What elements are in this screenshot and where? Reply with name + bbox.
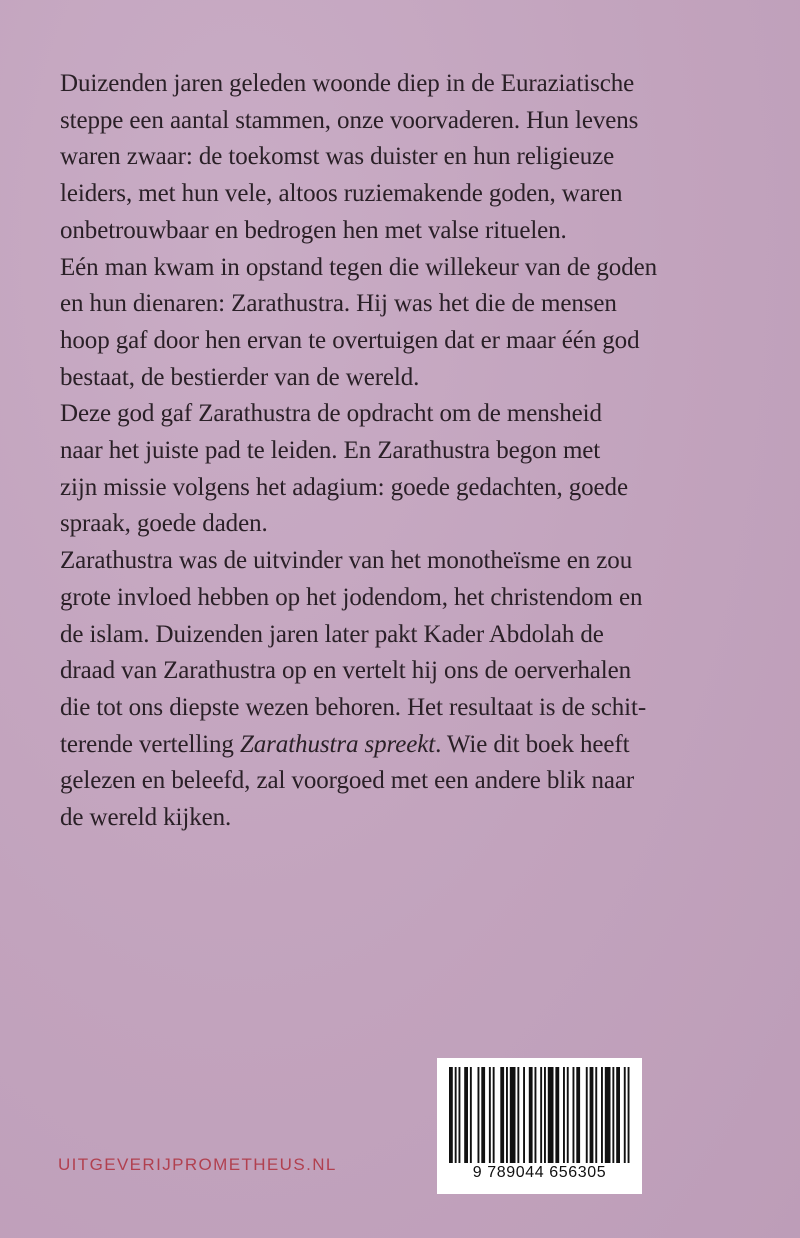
blurb-line: de islam. Duizenden jaren later pakt Kader Abdolah de bbox=[60, 620, 604, 648]
barcode-bar bbox=[616, 1067, 620, 1163]
barcode-bar bbox=[500, 1067, 504, 1163]
blurb-line: waren zwaar: de toekomst was duister en hun religieuze bbox=[60, 143, 615, 171]
barcode-bar bbox=[449, 1067, 453, 1163]
blurb-line: de wereld kijken. bbox=[60, 804, 232, 832]
barcode-bar bbox=[523, 1067, 525, 1163]
barcode-bar bbox=[628, 1067, 630, 1163]
barcode-bar bbox=[590, 1067, 594, 1163]
blurb-line: gelezen en beleefd, zal voorgoed met een andere blik naar bbox=[60, 767, 635, 795]
barcode-bar bbox=[489, 1067, 491, 1163]
blurb-line: Deze god gaf Zarathustra de opdracht om de mensheid bbox=[60, 400, 602, 428]
barcode-bar bbox=[535, 1067, 537, 1163]
barcode-bar bbox=[576, 1067, 580, 1163]
blurb-line: Eén man kwam in opstand tegen die willekeur van de goden bbox=[60, 253, 658, 281]
book-title: Zarathustra spreekt bbox=[239, 730, 436, 758]
barcode-bar bbox=[517, 1067, 519, 1163]
barcode-bar bbox=[586, 1067, 588, 1163]
barcode-bar bbox=[544, 1067, 546, 1163]
blurb-line: spraak, goede daden. bbox=[60, 510, 268, 538]
blurb-line: die tot ons diepste wezen behoren. Het resultaat is de schit- bbox=[60, 693, 647, 721]
barcode-bar bbox=[540, 1067, 542, 1163]
blurb-line: naar het juiste pad te leiden. En Zarathustra begon met bbox=[60, 437, 601, 465]
blurb-text-segment: terende vertelling bbox=[60, 730, 240, 758]
barcode-bar bbox=[563, 1067, 565, 1163]
barcode-bar bbox=[481, 1067, 485, 1163]
blurb-text-segment: . Wie dit boek heeft bbox=[435, 730, 630, 758]
blurb-line: zijn missie volgens het adagium: goede gedachten, goede bbox=[60, 473, 628, 501]
barcode-bar bbox=[567, 1067, 569, 1163]
blurb-line: draad van Zarathustra op en vertelt hij ons de oerverhalen bbox=[60, 657, 632, 685]
blurb-line: Duizenden jaren geleden woonde diep in de Euraziatische bbox=[60, 70, 635, 97]
barcode-bar bbox=[601, 1067, 603, 1163]
blurb-line: grote invloed hebben op het jodendom, het christendom en bbox=[60, 583, 643, 611]
barcode-bar bbox=[605, 1067, 611, 1163]
blurb-line: bestaat, de bestierder van de wereld. bbox=[60, 363, 420, 391]
publisher-website: UITGEVERIJPROMETHEUS.NL bbox=[58, 1155, 337, 1174]
blurb-line bbox=[60, 727, 760, 764]
barcode-bar bbox=[478, 1067, 480, 1163]
blurb-line: leiders, met hun vele, altoos ruziemakende goden, waren bbox=[60, 180, 623, 208]
barcode-bar bbox=[529, 1067, 533, 1163]
barcode-bar bbox=[464, 1067, 468, 1163]
barcode-icon bbox=[449, 1067, 630, 1163]
isbn-barcode bbox=[437, 1058, 642, 1194]
barcode-bar bbox=[510, 1067, 516, 1163]
blurb-text bbox=[60, 66, 760, 837]
barcode-bar bbox=[548, 1067, 554, 1163]
barcode-bar bbox=[459, 1067, 461, 1163]
barcode-bar bbox=[595, 1067, 597, 1163]
isbn-number: 9 789044 656305 bbox=[472, 1164, 607, 1181]
blurb-line: Zarathustra was de uitvinder van het monotheïsme en zou bbox=[60, 547, 633, 575]
barcode-bar bbox=[455, 1067, 457, 1163]
blurb-line: en hun dienaren: Zarathustra. Hij was het die de mensen bbox=[60, 290, 617, 318]
barcode-bar bbox=[555, 1067, 559, 1163]
barcode-bar bbox=[506, 1067, 508, 1163]
barcode-bar bbox=[612, 1067, 614, 1163]
barcode-bar bbox=[573, 1067, 575, 1163]
blurb-line: onbetrouwbaar en bedrogen hen met valse rituelen. bbox=[60, 216, 567, 244]
barcode-bar bbox=[624, 1067, 626, 1163]
barcode-bar bbox=[493, 1067, 495, 1163]
blurb-line: hoop gaf door hen ervan te overtuigen dat er maar één god bbox=[60, 326, 640, 354]
blurb-line: steppe een aantal stammen, onze voorvaderen. Hun levens bbox=[60, 106, 639, 134]
barcode-bar bbox=[470, 1067, 472, 1163]
